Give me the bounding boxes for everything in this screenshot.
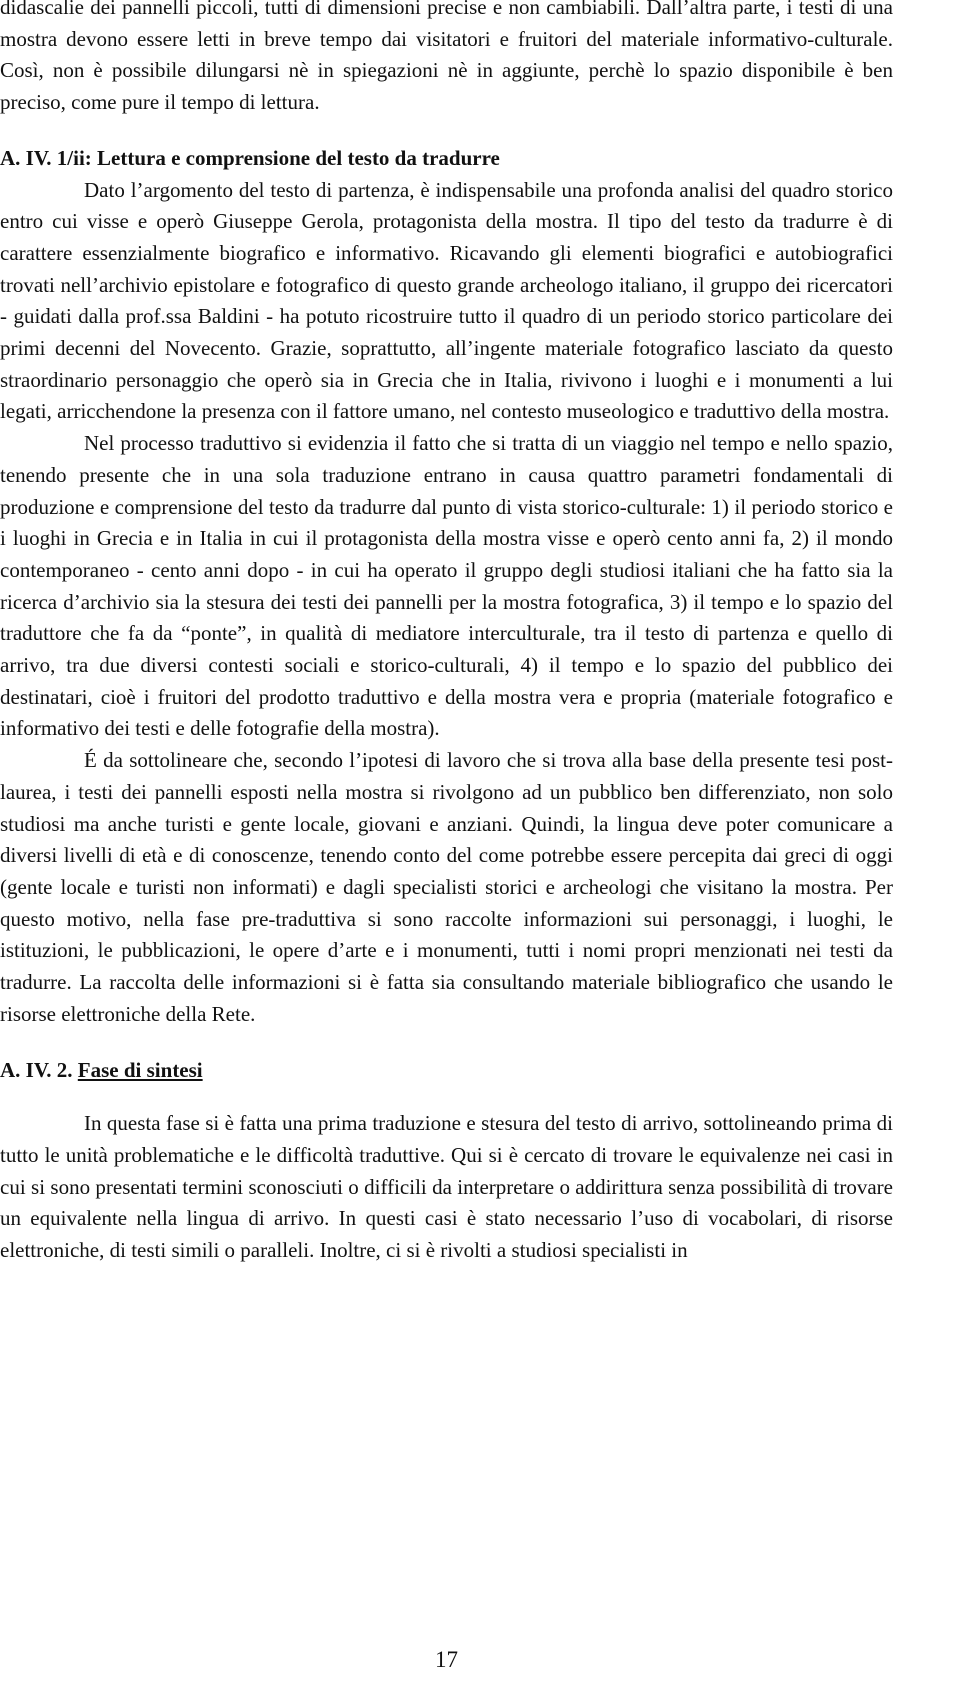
spacer	[0, 1031, 893, 1055]
paragraph-continuation: didascalie dei pannelli piccoli, tutti di dimensioni precise e non cambiabili. Dall’altra parte, i testi di una mostra devono essere letti in breve tempo dai visitatori e fruitori del materiale informativo-culturale. Così, non è possibile dilungarsi nè in spiegazioni nè in aggiunte, perchè lo spazio disponibile è ben preciso, come pure il tempo di lettura.	[0, 0, 893, 115]
spacer	[0, 1086, 893, 1108]
paragraph-synthesis: In questa fase si è fatta una prima traduzione e stesura del testo di arrivo, sottolineando prima di tutto le unità problematiche e le difficoltà traduttive. Qui si è cercato di trovare le equivalenze nei casi in cui si sono presentati termini sconosciuti o difficili da interpretare o addirittura senza possibilità di trovare un equivalente nella lingua di arrivo. In questi casi è stato necessario l’uso di vocabolari, di risorse elettroniche, di testi simili o paralleli. Inoltre, ci si è rivolti a studiosi specialisti in	[0, 1111, 893, 1263]
paragraph-reading-comprehension: Dato l’argomento del testo di partenza, è indispensabile una profonda analisi del quadro storico entro cui visse e operò Giuseppe Gerola, protagonista della mostra. Il tipo del testo da tradurre è di carattere essenzialmente biografico e informativo. Ricavando gli elementi biografici e autobiografici trovati nell’archivio epistolare e fotografico di questo grande archeologo italiano, il gruppo dei ricercatori - guidati dalla prof.ssa Baldini - ha potuto ricostruire tutto il quadro di un periodo storico particolare dei primi decenni del Novecento. Grazie, soprattutto, all’ingente materiale fotografico lasciato da questo straordinario personaggio che operò sia in Grecia che in Italia, rivivono i luoghi e i monumenti a lui legati, arricchendone la presenza con il fattore umano, nel contesto museologico e traduttivo della mostra.	[0, 177, 893, 424]
spacer	[0, 119, 893, 143]
section-title: Fase di sintesi	[77, 1057, 203, 1082]
paragraph-translation-process: Nel processo traduttivo si evidenzia il fatto che si tratta di un viaggio nel tempo e nello spazio, tenendo presente che in una sola traduzione entrano in causa quattro parametri fondamentali di produzione e comprensione del testo da tradurre dal punto di vista storico-culturale: 1) il periodo storico e i luoghi in Grecia e in Italia in cui il protagonista della mostra visse e operò cento anni fa, 2) il mondo contemporaneo - cento anni dopo - in cui ha operato il gruppo degli studiosi italiani che ha fatto sia la ricerca d’archivio sia la stesura dei testi dei pannelli per la mostra fotografica, 3) il tempo e lo spazio del traduttore che fa da “ponte”, in qualità di mediatore interculturale, tra il testo di partenza e quello di arrivo, tra due diversi contesti sociali e storico-culturali, 4) il tempo e lo spazio del pubblico dei destinatari, cioè i fruitori del prodotto traduttivo e della mostra vera e propria (materiale fotografico e informativo dei testi e delle fotografie della mostra).	[0, 431, 893, 741]
section-heading-synthesis	[0, 1055, 893, 1087]
section-number: A. IV. 2.	[0, 1057, 78, 1082]
page-number: 17	[435, 1647, 458, 1672]
section-heading: A. IV. 1/ii: Lettura e comprensione del testo da tradurre	[0, 145, 500, 170]
paragraph-audience: É da sottolineare che, secondo l’ipotesi di lavoro che si trova alla base della presente tesi post-laurea, i testi dei pannelli esposti nella mostra si rivolgono ad un pubblico ben differenziato, non solo studiosi ma anche turisti e gente locale, giovani e anziani. Quindi, la lingua deve poter comunicare a diversi livelli di età e di conoscenze, tenendo conto del come potrebbe essere percepita dai greci di oggi (gente locale e turisti non informati) e dagli specialisti storici e archeologi che visitano la mostra. Per questo motivo, nella fase pre-traduttiva si sono raccolte informazioni sui personaggi, i luoghi, le istituzioni, le pubblicazioni, le opere d’arte e i monumenti, tutti i nomi propri menzionati nei testi da tradurre. La raccolta delle informazioni si è fatta sia consultando materiale bibliografico che usando le risorse elettroniche della Rete.	[0, 748, 893, 1026]
